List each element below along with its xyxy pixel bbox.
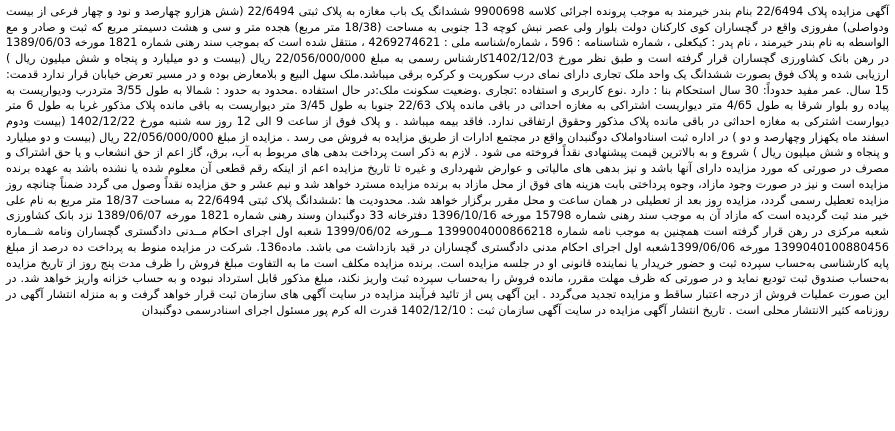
notice-body-text: آگهی مزایده پلاک 22/6494 بنام بندر خیرمند به موجب پرونده اجرائی کلاسه 9900698 ششدانگ یک باب مغازه به پلاک ثبتی 22/6494 (شش هزارو چهارصد و نود و چهار فرعی از بیست ودواصلی) مفروزی واقع در گچساران کوی کارکنان دولت بلوار ولی عصر نبش کوچه 13 جنوبی به مساحت (18/38 متر مربع) هجده متر و سی و هشت دسیمتر مربع که ثبت و صادر و مع الواسطه به نام بندر خیرمند ، نام پدر : کیکعلی ، شماره شناسنامه : 596 ، شماره/شناسه ملی : 4269274621 ، منتقل شده است که بموجب سند رهنی شماره 1821 مورخه 1389/06/03 در رهن بانک کشاورزی گچساران قرار گرفته است و طبق نظر مورخ 1402/12/03کارشناس رسمی به مبلغ 22/056/000/000 ریال (بیست و دو میلیارد و پنجاه و شش میلیون ریال ) ارزیابی شده و پلاک فوق بصورت ششدانگ یک واحد ملک تجاری دارای نمای درب سکوریت و کرکره برقی میباشد.ملک سهل البیع و بلامعارض بوده و در مسیر تعرض خیابان قرار ندارد قدمت: 15 سال. عمر مفید حدوداً: 30 سال استحکام بنا : دارد .نوع کاربری و استفاده :تجاری .وضعیت سکونت ملک:در حال استفاده .محدود به حدود : شمالا به طول 3/55 متردرب ودیوار‌یست به پیاده رو بلوار شرقا به طول 4/65 متر دیواریست اشتراکی به مغازه احداثی در باقی مانده پلاک 22/63 جنوبا به طول 3/45 متر دیواریست به باقی مانده پلاک مذکور غربا به طول 6 متر دیوارست اشترکی به مغازه احداثی در باقی مانده پلاک مذکور وحقوق ارتفاقی ندارد. فاقد بیمه میباشد . و پلاک فوق از ساعت 9 الی 12 روز سه شنبه مورخ 1402/12/22 (بیست ودوم اسفند ماه یکهزار وچهارصد و دو ) در اداره ثبت اسنادواملاک دوگنبدان واقع در مجتمع ادارات از طریق مزایده به فروش می رسد . مزایده از مبلغ 22/056/000/000 ریال (بیست و دو میلیارد و پنجاه و شش میلیون ریال ) شروع و به بالاترین قیمت پیشنهادی نقداً فروخته می شود . لازم به ذکر است پرداخت بدهی های مربوط به آب، برق، گاز اعم از حق انشعاب و یا حق اشتراک و مصرف در صورتی که مورد مزایده دارای آنها باشد و نیز بدهی های مالیاتی و عوارض شهرداری و غیره تا تاریخ مزایده اعم از اینکه رقم قطعی آن معلوم شده یا نشده باشد به عهده برنده مزایده است و نیز در صورت وجود مازاد، وجوه پرداختی بابت هزینه های فوق از محل مازاد به برنده مزایده مسترد خواهد شد و نیم عشر و حق مزایده نقداً وصول می گردد ضمناً چنانچه روز مزایده تعطیل رسمی گردد، مزایده روز بعد از تعطیلی در همان ساعت و محل مقرر برگزار خواهد شد. محدودیت ها :ششدانگ پلاک ثبتی 22/6494 به مساحت 18/37 متر مربع به نام علی خیر مند ثبت گردیده است که مازاد آن به موجب سند رهنی شماره 15798 مورخه 1396/10/16 دفترخانه 33 دوگنبدان وسند رهنی شماره 1821 مورخه 1389/06/07 نزد بانک کشاورزی شعبه مرکزی در رهن قرار گرفته است همچنین به موجب نامه شماره 1399004000866218 مــورخه 1399/06/02 شعبه اول اجرای احکام مــدنی دادگستری گچساران ونامه شــماره 1399040100880456 مورخه 1399/06/06شعبه اول اجرای احکام مدنی دادگستری گچساران در قید بازداشت می باشد. ماده136. شرکت در مزایده منوط به پرداخت ده درصد از مبلغ پایه کارشناسی به‌حساب سپرده ثبت و حضور خریدار یا نماینده قانونی او در جلسه مزایده است. برنده مزایده مکلف است ما به التفاوت مبلغ فروش را ظرف مدت پنج روز از تاریخ مزایده به‌حساب صندوق ثبت تودیع نماید و در صورتی که ظرف مهلت مقرر، مانده فروش را به‌حساب سپرده ثبت واریز نکند، مبلغ مذکور قابل استرداد نبوده و به حساب خزانه واریز خواهد شد. در این صورت عملیات فروش از درجه اعتبار ساقط و مزایده تجدید می‌گردد . این آگهی پس از تائید فرآیند مزایده در سایت آگهی های سازمان ثبت قرار خواهد گرفت و به منزله انتشار آگهی در روزنامه کثیر الانتشار محلی است . تاریخ انتشار آگهی مزایده در سایت آگهی سازمان ثبت : 1402/12/10 قدرت اله کرم پور مسئول اجرای اسنادرسمی دوگنبدان: [6, 5, 890, 317]
